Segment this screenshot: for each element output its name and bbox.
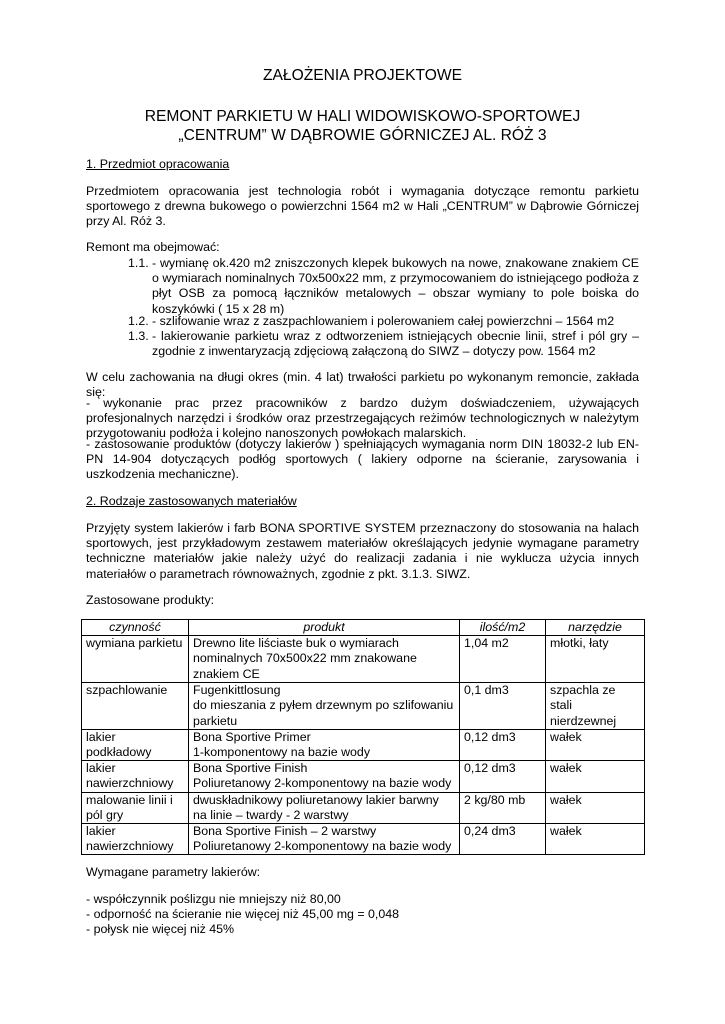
activity-cell: lakier nawierzchniowy (82, 824, 189, 855)
assumption-1: - wykonanie prac przez pracowników z bardzo dużym doświadczeniem, używających profesjonalnych narzędzi i środków oraz przestrzegających reżimów technologicznych w należytym przygotowaniu podłoża i kolejno nanoszonych powłokach malarskich. (86, 396, 639, 441)
tool-cell: wałek (546, 729, 645, 760)
activity-cell: lakier nawierzchniowy (82, 761, 189, 792)
quantity-cell: 1,04 m2 (460, 636, 546, 683)
tool-cell: wałek (546, 792, 645, 823)
quantity-cell: 2 kg/80 mb (460, 792, 546, 823)
activity-cell: malowanie linii i pól gry (82, 792, 189, 823)
header-cell-activity: czynność (82, 620, 189, 636)
scope-label: Remont ma obejmować: (86, 240, 220, 254)
product-name: Bona Sportive Finish (193, 761, 308, 776)
product-description: do mieszania z pyłem drzewnym po szlifowaniu parkietu (193, 698, 454, 728)
quantity-cell: 0,1 dm3 (460, 683, 546, 730)
quantity-cell: 0,12 dm3 (460, 761, 546, 792)
scope-item-text: - szlifowanie wraz z zaszpachlowaniem i polerowaniem całej powierzchni – 1564 m2 (152, 314, 615, 328)
product-cell (189, 824, 460, 855)
document-title: ZAŁOŻENIA PROJEKTOWE (262, 67, 462, 84)
product-description: Poliuretanowy 2-komponentowy na bazie wody (193, 776, 452, 791)
scope-item-3 (128, 329, 639, 359)
section-2-intro: Przyjęty system lakierów i farb BONA SPORTIVE SYSTEM przeznaczony do stosowania na halach sportowych, jest przykładowym zestawem materiałów określających jedynie wymagane parametry techniczne materiałów jakie należy użyć do realizacji zadania i nie wyklucza użycia innych materiałów o parametrach równoważnych, zgodnie z pkt. 3.1.3. SIWZ. (86, 521, 639, 581)
product-name: Bona Sportive Finish – 2 warstwy (193, 824, 377, 839)
product-cell (189, 729, 460, 760)
scope-item-number: 1.2. (128, 314, 149, 328)
activity-cell: wymiana parkietu (82, 636, 189, 683)
scope-item-number: 1.3. (128, 329, 149, 343)
product-description: 1-komponentowy na bazie wody (193, 745, 371, 760)
table-row (82, 761, 645, 792)
product-cell (189, 683, 460, 730)
table-header-row (82, 620, 645, 636)
durability-paragraph: W celu zachowania na długi okres (min. 4 lat) trwałości parkietu po wykonanym remoncie, zakłada się: (86, 370, 639, 400)
header-cell-quantity: ilość/m2 (460, 620, 546, 636)
requirement-item: - współczynnik poślizgu nie mniejszy niż 80,00 (86, 892, 341, 906)
tool-cell: wałek (546, 824, 645, 855)
scope-item-number: 1.1. (128, 256, 149, 270)
header-cell-tool: narzędzie (546, 620, 645, 636)
products-table (81, 619, 645, 855)
project-title-line-1: REMONT PARKIETU W HALI WIDOWISKOWO-SPORTOWEJ (144, 108, 581, 125)
requirement-item: - połysk nie więcej niż 45% (86, 922, 235, 937)
product-name: Fugenkittlosung (193, 683, 281, 698)
project-title-line-2: „CENTRUM” W DĄBROWIE GÓRNICZEJ AL. RÓŻ 3 (178, 127, 547, 144)
section-1-heading: 1. Przedmiot opracowania (86, 157, 230, 171)
quantity-cell: 0,24 dm3 (460, 824, 546, 855)
header-cell-product: produkt (189, 620, 460, 636)
quantity-cell: 0,12 dm3 (460, 729, 546, 760)
table-row (82, 824, 645, 855)
requirements-list (86, 892, 639, 938)
activity-cell: szpachlowanie (82, 683, 189, 730)
assumption-2: - zastosowanie produktów (dotyczy lakierów ) spełniających wymagania norm DIN 18032-2 lub EN-PN 14-904 dotyczących podłóg sportowych ( lakiery odporne na ścieranie, zarysowania i uszkodzenia mechaniczne). (86, 437, 639, 482)
table-row (82, 683, 645, 730)
table-row (82, 792, 645, 823)
table-row (82, 636, 645, 683)
scope-item-1 (128, 256, 639, 317)
section-1-intro: Przedmiotem opracowania jest technologia robót i wymagania dotyczące remontu parkietu sportowego z drewna bukowego o powierzchni 1564 m2 w Hali „CENTRUM” w Dąbrowie Górniczej przy Al. Róż 3. (86, 184, 639, 229)
requirements-label: Wymagane parametry lakierów: (86, 865, 261, 879)
tool-cell: szpachla ze stali nierdzewnej (546, 683, 645, 730)
scope-item-text: - lakierowanie parkietu wraz z odtworzeniem istniejących obecnie linii, stref i pól gry – zgodnie z inwentaryzacją zdjęciową załączoną do SIWZ – dotyczy pow. 1564 m2 (152, 329, 639, 359)
product-cell (189, 761, 460, 792)
product-cell: Drewno lite liściaste buk o wymiarach nominalnych 70x500x22 mm znakowane znakiem CE (189, 636, 460, 683)
activity-cell: lakier podkładowy (82, 729, 189, 760)
tool-cell: młotki, łaty (546, 636, 645, 683)
product-name: Bona Sportive Primer (193, 729, 311, 744)
products-label: Zastosowane produkty: (86, 593, 215, 607)
table-row (82, 729, 645, 760)
scope-item-2 (128, 314, 639, 329)
section-2-heading: 2. Rodzaje zastosowanych materiałów (86, 494, 297, 508)
requirement-item: - odporność na ścieranie nie więcej niż 45,00 mg = 0,048 (86, 907, 400, 922)
scope-item-text: - wymianę ok.420 m2 zniszczonych klepek bukowych na nowe, znakowane znakiem CE o wymiarach nominalnych 70x500x22 mm, z przymocowaniem do istniejącego podłoża z płyt OSB za pomocą łączników metalowych – obszar wymiany to pole boiska do koszykówki ( 15 x 28 m) (152, 256, 639, 316)
product-description: Poliuretanowy 2-komponentowy na bazie wody (193, 839, 452, 854)
product-cell: dwuskładnikowy poliuretanowy lakier barwny na linie – twardy - 2 warstwy (189, 792, 460, 823)
tool-cell: wałek (546, 761, 645, 792)
